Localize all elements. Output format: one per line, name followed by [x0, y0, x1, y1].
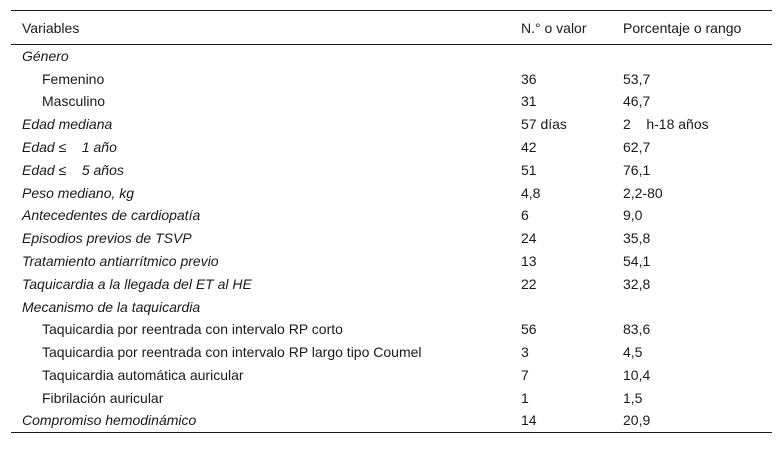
row-percentage: 2,2-80 [623, 184, 663, 201]
row-label: Antecedentes de cardiopatía [22, 207, 201, 224]
row-percentage [612, 295, 772, 318]
row-value: 22 [521, 275, 537, 292]
row-label: Taquicardia por reentrada con intervalo RP largo tipo Coumel [42, 344, 422, 361]
table-row [11, 113, 772, 136]
row-value: 36 [521, 70, 537, 87]
row-percentage: 54,1 [623, 253, 651, 270]
row-percentage: 35,8 [623, 230, 651, 247]
row-label: Masculino [42, 93, 106, 110]
row-percentage: 20,9 [623, 412, 651, 429]
row-label: Femenino [42, 70, 105, 87]
row-percentage: 4,5 [623, 344, 643, 361]
table-row [11, 272, 772, 295]
row-value: 13 [521, 253, 537, 270]
row-percentage: 10,4 [623, 367, 651, 384]
row-value: 51 [521, 161, 537, 178]
row-value: 56 [521, 321, 537, 338]
row-value [510, 45, 612, 68]
table-row [11, 318, 772, 341]
table-row [11, 67, 772, 90]
header-variables: Variables [22, 19, 80, 36]
row-label: Tratamiento antiarrítmico previo [22, 253, 219, 270]
row-label: Edad mediana [22, 116, 113, 133]
row-value: 31 [521, 93, 537, 110]
row-label: Edad ≤ 5 años [22, 161, 124, 178]
table-row [11, 45, 772, 68]
header-percentage: Porcentaje o rango [623, 19, 742, 36]
table-header [11, 11, 772, 45]
row-value: 42 [521, 139, 537, 156]
row-label: Taquicardia automática auricular [42, 367, 244, 384]
row-label: Edad ≤ 1 año [22, 139, 117, 156]
table-row [11, 295, 772, 318]
row-label: Compromiso hemodinámico [22, 412, 197, 429]
header-value: N.° o valor [521, 19, 587, 36]
table-row [11, 409, 772, 432]
row-label: Peso mediano, kg [22, 184, 135, 201]
row-percentage: 9,0 [623, 207, 643, 224]
table-row [11, 364, 772, 387]
row-value [510, 295, 612, 318]
row-label: Fibrilación auricular [42, 389, 164, 406]
header-row [11, 11, 772, 45]
table-row [11, 204, 772, 227]
table-row [11, 158, 772, 181]
table-row [11, 250, 772, 273]
row-label: Mecanismo de la taquicardia [22, 298, 201, 315]
row-percentage: 32,8 [623, 275, 651, 292]
data-table-container [11, 10, 772, 433]
row-percentage: 83,6 [623, 321, 651, 338]
row-label: Género [22, 48, 69, 65]
row-percentage: 46,7 [623, 93, 651, 110]
table-row [11, 136, 772, 159]
row-percentage: 62,7 [623, 139, 651, 156]
table-row [11, 386, 772, 409]
row-label: Episodios previos de TSVP [22, 230, 192, 247]
table-row [11, 227, 772, 250]
row-percentage: 53,7 [623, 70, 651, 87]
row-value: 24 [521, 230, 537, 247]
row-value: 4,8 [521, 184, 541, 201]
table-row [11, 341, 772, 364]
row-percentage [612, 45, 772, 68]
table-body [11, 45, 772, 433]
table-row [11, 90, 772, 113]
row-value: 3 [521, 344, 529, 361]
row-value: 7 [521, 367, 529, 384]
row-percentage: 2 h-18 años [623, 116, 709, 133]
row-value: 14 [521, 412, 537, 429]
row-percentage: 76,1 [623, 161, 651, 178]
row-label: Taquicardia a la llegada del ET al HE [22, 275, 252, 292]
row-value: 1 [521, 389, 529, 406]
row-label: Taquicardia por reentrada con intervalo RP corto [42, 321, 343, 338]
row-percentage: 1,5 [623, 389, 643, 406]
row-value: 6 [521, 207, 529, 224]
variables-table [11, 10, 772, 433]
table-row [11, 181, 772, 204]
row-value: 57 días [521, 116, 567, 133]
